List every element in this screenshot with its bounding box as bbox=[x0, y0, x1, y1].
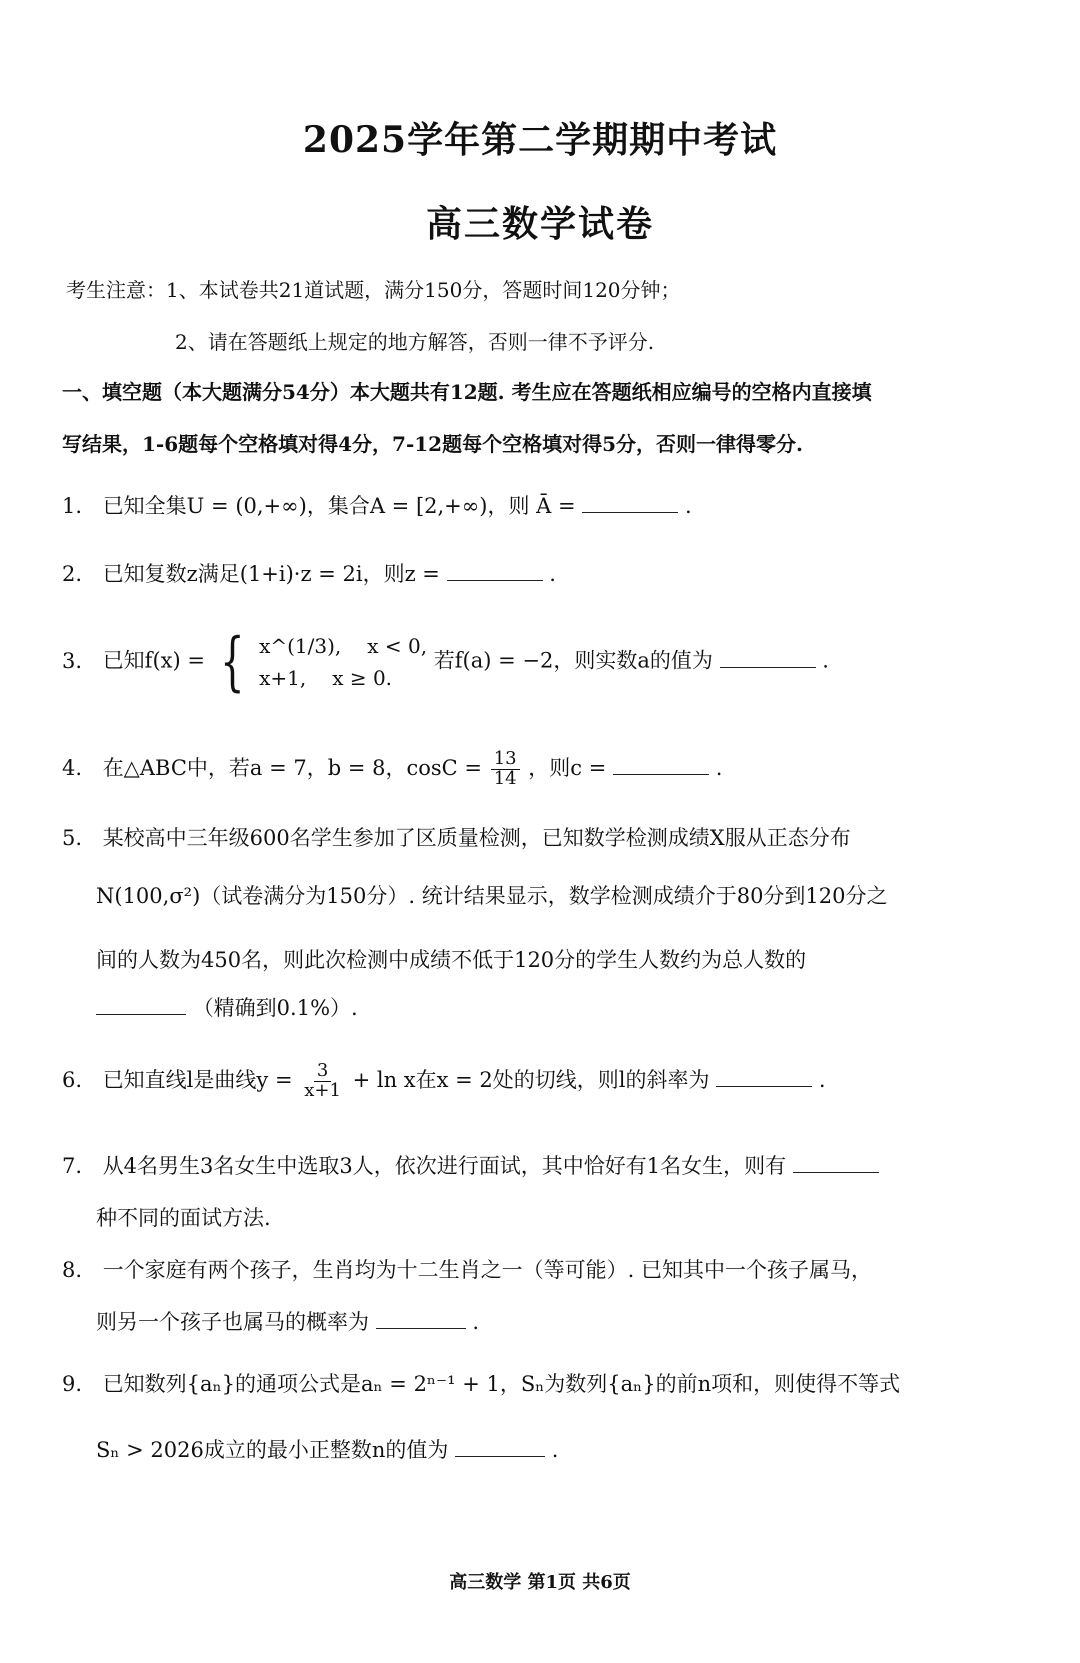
question-text: （精确到0.1%）. bbox=[192, 996, 358, 1020]
question-end: . bbox=[472, 1310, 480, 1334]
question-number: 2. bbox=[62, 562, 83, 586]
page-footer: 高三数学 第1页 共6页 bbox=[449, 1572, 631, 1593]
question-7-line-1 bbox=[62, 1150, 879, 1180]
question-8-line-1 bbox=[62, 1254, 872, 1284]
fraction-denominator: x+1 bbox=[304, 1079, 341, 1101]
question-end: . bbox=[715, 755, 723, 780]
question-end: . bbox=[549, 562, 556, 586]
fraction bbox=[491, 750, 520, 789]
answer-blank bbox=[793, 1171, 879, 1173]
question-number: 5. bbox=[62, 826, 83, 850]
question-text: 某校高中三年级600名学生参加了区质量检测，已知数学检测成绩X服从正态分布 bbox=[102, 826, 851, 850]
piecewise-brace: { bbox=[219, 625, 245, 699]
question-number: 7. bbox=[62, 1154, 83, 1178]
section-instructions-1: 一、填空题（本大题满分54分）本大题共有12题. 考生应在答题纸相应编号的空格内直接填 bbox=[62, 380, 872, 404]
question-5-line-3: 间的人数为450名，则此次检测中成绩不低于120分的学生人数约为总人数的 bbox=[96, 948, 807, 972]
answer-blank bbox=[96, 1013, 186, 1015]
question-text-post: ，则c = bbox=[528, 755, 607, 780]
question-text: 已知数列{aₙ}的通项公式是aₙ = 2ⁿ⁻¹ + 1，Sₙ为数列{aₙ}的前n项和，则使得不等式 bbox=[102, 1372, 901, 1396]
question-end: . bbox=[684, 494, 692, 518]
answer-blank bbox=[720, 666, 816, 668]
answer-blank bbox=[613, 773, 709, 775]
question-end: . bbox=[551, 1438, 559, 1462]
question-end: . bbox=[818, 1067, 826, 1092]
question-text-post: 若f(a) = −2，则实数a的值为 bbox=[433, 648, 713, 673]
question-text-pre: 已知直线l是曲线y = bbox=[102, 1067, 293, 1092]
question-number: 3. bbox=[62, 648, 83, 673]
notice-line-2: 2、请在答题纸上规定的地方解答，否则一律不予评分. bbox=[175, 330, 655, 354]
question-5-line-4 bbox=[96, 992, 358, 1022]
question-9-line-1 bbox=[62, 1368, 900, 1398]
piece-1-expr: x^(1/3), bbox=[259, 634, 342, 658]
piece-1-cond: x < 0, bbox=[367, 634, 428, 658]
question-number: 6. bbox=[62, 1067, 83, 1092]
question-7-line-2: 种不同的面试方法. bbox=[96, 1206, 271, 1230]
piece-row-1 bbox=[259, 630, 427, 662]
answer-blank bbox=[376, 1327, 466, 1329]
question-text: 则另一个孩子也属马的概率为 bbox=[96, 1310, 369, 1334]
fraction-numerator: 3 bbox=[314, 1062, 331, 1082]
question-2 bbox=[62, 558, 556, 588]
section-instructions-2: 写结果，1-6题每个空格填对得4分，7-12题每个空格填对得5分，否则一律得零分. bbox=[62, 432, 803, 456]
piece-2-cond: x ≥ 0. bbox=[332, 666, 393, 690]
answer-blank bbox=[582, 511, 678, 513]
question-text: 已知复数z满足(1+i)·z = 2i，则z = bbox=[102, 562, 440, 586]
fraction-numerator: 13 bbox=[491, 750, 520, 770]
question-number: 8. bbox=[62, 1258, 83, 1282]
question-text: 一个家庭有两个孩子，生肖均为十二生肖之一（等可能）. 已知其中一个孩子属马， bbox=[102, 1258, 873, 1282]
question-text: Sₙ > 2026成立的最小正整数n的值为 bbox=[96, 1438, 449, 1462]
question-text: 已知全集U = (0,+∞)，集合A = [2,+∞)，则 Ā = bbox=[102, 494, 576, 518]
piece-2-expr: x+1, bbox=[259, 666, 307, 690]
question-text: 从4名男生3名女生中选取3人，依次进行面试，其中恰好有1名女生，则有 bbox=[102, 1154, 787, 1178]
piece-row-2 bbox=[259, 662, 427, 694]
piecewise-function bbox=[259, 630, 427, 694]
exam-title: 2025学年第二学期期中考试 bbox=[302, 119, 778, 161]
answer-blank bbox=[447, 579, 543, 581]
question-text-pre: 已知f(x) = bbox=[102, 648, 205, 673]
answer-blank bbox=[716, 1085, 812, 1087]
fraction bbox=[301, 1062, 344, 1101]
exam-subtitle: 高三数学试卷 bbox=[425, 203, 654, 245]
question-6 bbox=[62, 1062, 826, 1101]
question-number: 1. bbox=[62, 494, 83, 518]
notice-line-1: 考生注意：1、本试卷共21道试题，满分150分，答题时间120分钟； bbox=[66, 278, 681, 302]
question-end: . bbox=[822, 648, 829, 673]
question-number: 9. bbox=[62, 1372, 83, 1396]
question-5-line-2: N(100,σ²)（试卷满分为150分）. 统计结果显示，数学检测成绩介于80分到120分之 bbox=[96, 884, 888, 908]
question-3 bbox=[62, 625, 829, 699]
question-8-line-2 bbox=[96, 1306, 479, 1336]
question-text-pre: 在△ABC中，若a = 7，b = 8，cosC = bbox=[102, 755, 482, 780]
question-number: 4. bbox=[62, 755, 83, 780]
question-1 bbox=[62, 490, 692, 520]
question-text-post: + ln x在x = 2处的切线，则l的斜率为 bbox=[352, 1067, 710, 1092]
answer-blank bbox=[455, 1455, 545, 1457]
fraction-denominator: 14 bbox=[493, 767, 517, 789]
question-4 bbox=[62, 750, 722, 789]
question-9-line-2 bbox=[96, 1434, 558, 1464]
question-5-line-1 bbox=[62, 822, 851, 852]
